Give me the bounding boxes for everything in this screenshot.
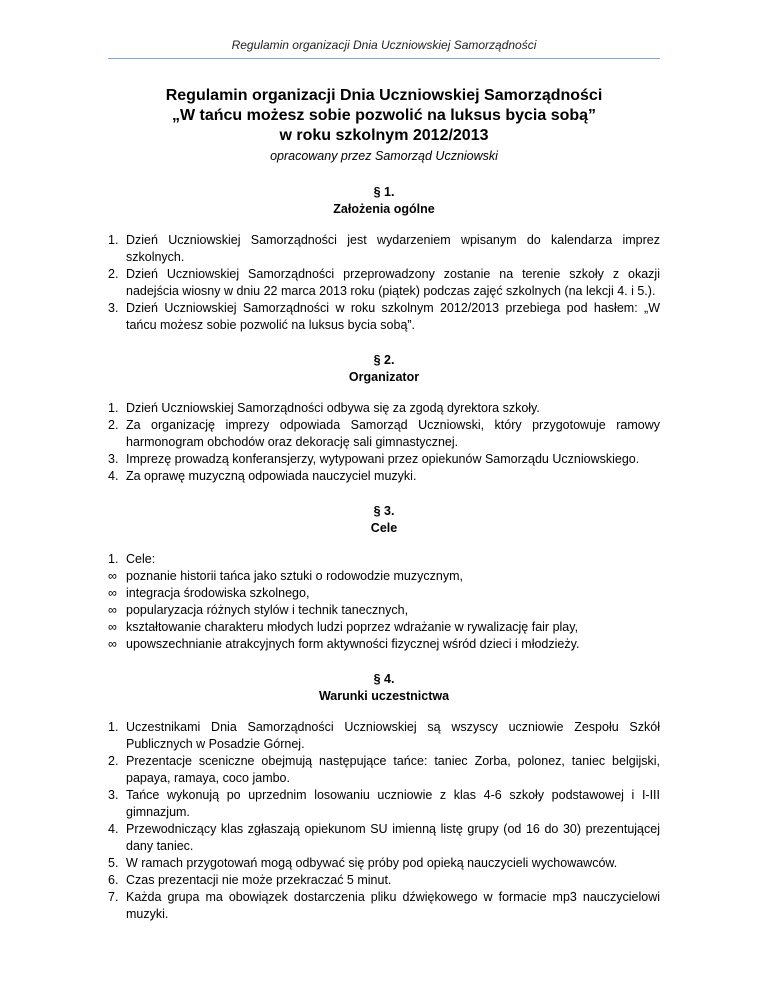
section-number: § 3.	[373, 504, 395, 518]
list-item-text: Każda grupa ma obowiązek dostarczenia pliku dźwiękowego w formacie mp3 nauczycielowi muzyki.	[126, 890, 660, 921]
title-line-3: w roku szkolnym 2012/2013	[279, 127, 489, 144]
list-item-text: Przewodniczący klas zgłaszają opiekunom SU imienną listę grupy (od 16 do 30) prezentującej dany taniec.	[126, 822, 660, 853]
section-list	[108, 400, 660, 485]
item-number: 3.	[108, 452, 119, 466]
list-item-text: W ramach przygotowań mogą odbywać się próby pod opieką nauczycieli wychowawców.	[126, 856, 618, 870]
list-item-text: Dzień Uczniowskiej Samorządności jest wydarzeniem wpisanym do kalendarza imprez szkolnych.	[126, 233, 660, 264]
section-number: § 4.	[373, 672, 395, 686]
list-item	[108, 300, 660, 334]
list-item-text: Prezentacje sceniczne obejmują następujące tańce: taniec Zorba, polonez, taniec belgijski, papaya, ramaya, coco jambo.	[126, 754, 660, 785]
item-number: 1.	[108, 552, 119, 566]
item-number: 2.	[108, 418, 119, 432]
section-list	[108, 551, 660, 653]
item-number: 5.	[108, 856, 119, 870]
list-item	[108, 889, 660, 923]
running-header: Regulamin organizacji Dnia Uczniowskiej Samorządności	[231, 38, 537, 52]
list-item	[108, 821, 660, 855]
list-item-text: Tańce wykonują po uprzednim losowaniu uczniowie z klas 4-6 szkoły podstawowej i I-III gimnazjum.	[126, 788, 660, 819]
item-number: 4.	[108, 469, 119, 483]
list-item	[108, 232, 660, 266]
bullet-marker: ∞	[108, 569, 117, 583]
list-item-text: Za organizację imprezy odpowiada Samorząd Uczniowski, który przygotowuje ramowy harmonogram obchodów oraz dekorację sali gimnastycznej.	[126, 418, 660, 449]
bullet-marker: ∞	[108, 586, 117, 600]
header-rule	[108, 58, 660, 59]
title-line-1: Regulamin organizacji Dnia Uczniowskiej Samorządności	[165, 87, 603, 104]
section-number: § 1.	[373, 185, 395, 199]
item-number: 4.	[108, 822, 119, 836]
list-item-text: Cele:	[126, 552, 156, 566]
list-item-text: Dzień Uczniowskiej Samorządności odbywa się za zgodą dyrektora szkoły.	[126, 401, 540, 415]
list-item-text: integracja środowiska szkolnego,	[126, 586, 310, 600]
title-line-2: „W tańcu możesz sobie pozwolić na luksus bycia sobą”	[171, 107, 597, 124]
list-item	[108, 719, 660, 753]
item-number: 3.	[108, 788, 119, 802]
list-item	[108, 468, 660, 485]
item-number: 1.	[108, 401, 119, 415]
list-item-text: Czas prezentacji nie może przekraczać 5 minut.	[126, 873, 392, 887]
list-item	[108, 787, 660, 821]
list-item	[108, 266, 660, 300]
list-item	[108, 619, 660, 636]
bullet-marker: ∞	[108, 603, 117, 617]
list-item	[108, 855, 660, 872]
list-item-text: kształtowanie charakteru młodych ludzi poprzez wdrażanie w rywalizację fair play,	[126, 620, 579, 634]
list-item-text: Uczestnikami Dnia Samorządności Uczniowskiej są wszyscy uczniowie Zespołu Szkół Publicznych w Posadzie Górnej.	[126, 720, 660, 751]
list-item	[108, 451, 660, 468]
document-title	[108, 86, 660, 146]
item-number: 2.	[108, 267, 119, 281]
list-item	[108, 636, 660, 653]
list-item-text: upowszechnianie atrakcyjnych form aktywności fizycznej wśród dzieci i młodzieży.	[126, 637, 580, 651]
item-number: 7.	[108, 890, 119, 904]
list-item-text: Za oprawę muzyczną odpowiada nauczyciel muzyki.	[126, 469, 417, 483]
item-number: 3.	[108, 301, 119, 315]
section-heading: Organizator	[348, 370, 420, 384]
sections-container	[108, 184, 660, 923]
document-subtitle: opracowany przez Samorząd Uczniowski	[270, 149, 498, 163]
list-item	[108, 872, 660, 889]
section-list	[108, 232, 660, 334]
list-item	[108, 400, 660, 417]
section-heading: Cele	[370, 521, 398, 535]
list-item	[108, 417, 660, 451]
section-number: § 2.	[373, 353, 395, 367]
bullet-marker: ∞	[108, 637, 117, 651]
list-item	[108, 753, 660, 787]
document-content	[108, 86, 660, 923]
item-number: 1.	[108, 720, 119, 734]
list-item	[108, 585, 660, 602]
list-item	[108, 568, 660, 585]
item-number: 1.	[108, 233, 119, 247]
section-heading: Założenia ogólne	[333, 202, 435, 216]
list-item-text: poznanie historii tańca jako sztuki o rodowodzie muzycznym,	[126, 569, 463, 583]
list-item-text: popularyzacja różnych stylów i technik tanecznych,	[126, 603, 409, 617]
list-item-text: Dzień Uczniowskiej Samorządności w roku szkolnym 2012/2013 przebiega pod hasłem: „W tańcu możesz sobie pozwolić na luksus bycia sobą”.	[126, 301, 660, 332]
section-list	[108, 719, 660, 923]
item-number: 6.	[108, 873, 119, 887]
list-item-text: Dzień Uczniowskiej Samorządności przeprowadzony zostanie na terenie szkoły z okazji nadejścia wiosny w dniu 22 marca 2013 roku (piątek) podczas zajęć szkolnych (na lekcji 4. i 5.).	[126, 267, 660, 298]
bullet-marker: ∞	[108, 620, 117, 634]
list-item	[108, 602, 660, 619]
list-item-text: Imprezę prowadzą konferansjerzy, wytypowani przez opiekunów Samorządu Uczniowskiego.	[126, 452, 640, 466]
list-item	[108, 551, 660, 568]
section-heading: Warunki uczestnictwa	[318, 689, 450, 703]
item-number: 2.	[108, 754, 119, 768]
